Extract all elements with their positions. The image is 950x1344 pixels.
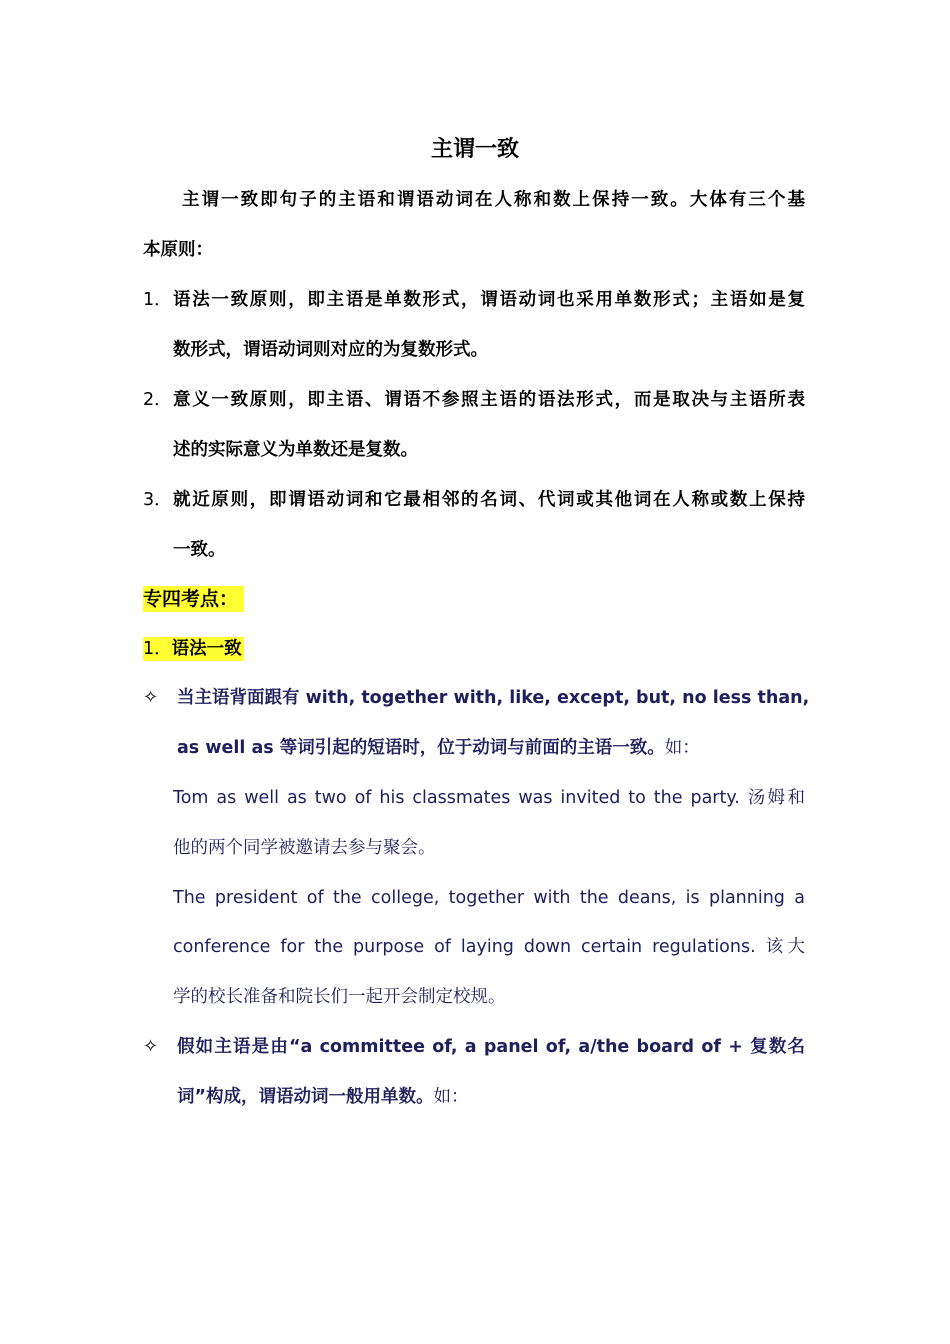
section-heading-text: 专四考点： <box>143 586 244 612</box>
subsection-number: 1． <box>143 639 172 659</box>
principle-2-line-2: 述的实际意义为单数还是复数。 <box>173 440 418 460</box>
example-2-line-1: The president of the college, together with the deans, is planning a <box>173 888 805 908</box>
principle-2-number: 2． <box>143 390 172 410</box>
example-2-line-3: 学的校长准备和院长们一起开会制定校规。 <box>173 987 506 1007</box>
principle-1-number: 1． <box>143 290 172 310</box>
principle-1-line-1: 语法一致原则，即主语是单数形式，谓语动词也采用单数形式；主语如是复 <box>173 290 805 310</box>
bullet-1-line-2 <box>177 734 700 762</box>
principle-1-line-2: 数形式，谓语动词则对应的为复数形式。 <box>173 340 488 360</box>
subsection-heading <box>143 635 244 663</box>
bullet-1-line-1: 当主语背面跟有 with, together with, like, except, but, no less than, <box>177 688 810 708</box>
principle-3-number: 3． <box>143 490 172 510</box>
example-2-line-2: conference for the purpose of laying down certain regulations. 该大 <box>173 937 805 957</box>
intro-line-1: 主谓一致即句子的主语和谓语动词在人称和数上保持一致。大体有三个基 <box>182 190 805 210</box>
principle-3-line-1: 就近原则，即谓语动词和它最相邻的名词、代词或其他词在人称或数上保持 <box>173 490 805 510</box>
subsection-label: 语法一致 <box>171 639 242 659</box>
bullet-2-line-2-suffix: 如： <box>433 1087 469 1107</box>
bullet-2-line-1: 假如主语是由“a committee of, a panel of, a/the board of + 复数名 <box>177 1037 805 1057</box>
bullet-diamond-icon: ✧ <box>143 1036 159 1057</box>
bullet-2-line-2 <box>177 1083 469 1111</box>
example-1-line-1: Tom as well as two of his classmates was invited to the party. 汤姆和 <box>173 788 805 808</box>
page-title: 主谓一致 <box>430 137 519 162</box>
bullet-1-line-2-bold: as well as 等词引起的短语时，位于动词与前面的主语一致。 <box>177 738 665 758</box>
example-1-line-2: 他的两个同学被邀请去参与聚会。 <box>173 838 436 858</box>
bullet-diamond-icon: ✧ <box>143 687 159 708</box>
principle-2-line-1: 意义一致原则，即主语、谓语不参照主语的语法形式，而是取决与主语所表 <box>173 390 805 410</box>
principle-3-line-2: 一致。 <box>173 540 226 560</box>
intro-line-2: 本原则： <box>143 240 213 260</box>
bullet-2-line-2-bold: 词”构成，谓语动词一般用单数。 <box>177 1087 434 1107</box>
bullet-1-line-2-suffix: 如： <box>664 738 700 758</box>
section-heading <box>143 585 244 613</box>
